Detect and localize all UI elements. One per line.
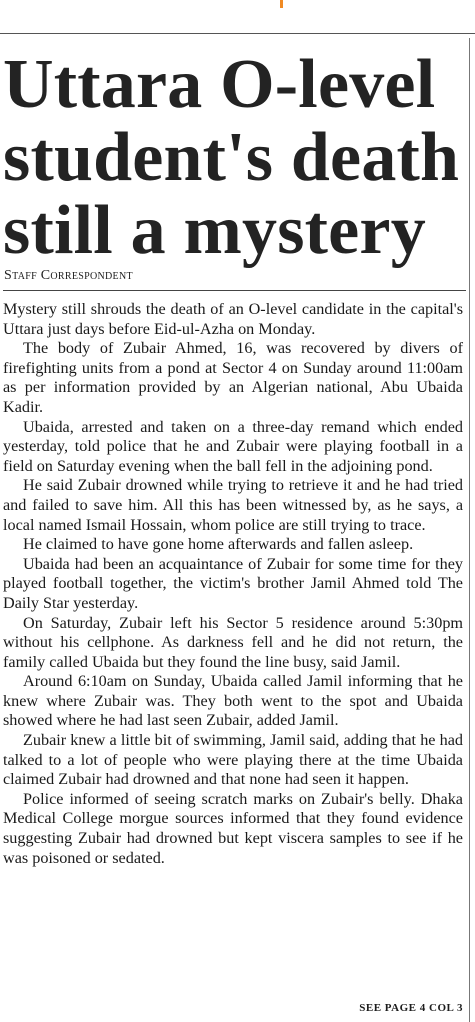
- paragraph: He claimed to have gone home afterwards and fallen asleep.: [23, 535, 414, 554]
- byline-text: Staff Correspondent: [4, 268, 133, 283]
- paragraph: Police informed of seeing scratch marks on Zubair's belly. Dhaka Medical College morgue sources informed that they found evidence suggesting Zubair had drowned but kept viscera samples to see if he was poisoned or sedated.: [3, 789, 463, 867]
- paragraph: Ubaida had been an acquaintance of Zubair for some time for they played football together, the victim's brother Jamil Ahmed told The Daily Star yesterday.: [3, 554, 463, 612]
- paragraph: He said Zubair drowned while trying to retrieve it and he had tried and failed to save him. All this has been witnessed by, as he says, a local named Ismail Hossain, whom police are still trying to trace.: [3, 476, 463, 534]
- paragraph: Mystery still shrouds the death of an O-level candidate in the capital's Uttara just days before Eid-ul-Azha on Monday.: [3, 300, 463, 338]
- paragraph: Around 6:10am on Sunday, Ubaida called Jamil informing that he knew where Zubair was. They both went to the spot and Ubaida showed where he had last seen Zubair, added Jamil.: [3, 672, 463, 730]
- paragraph: Zubair knew a little bit of swimming, Jamil said, adding that he had talked to a lot of people who were playing there at the time Ubaida claimed Zubair had drowned and that none had seen it happen.: [3, 731, 463, 789]
- headline: Uttara O-level student's death still a mystery: [3, 46, 460, 269]
- orange-marker: [280, 0, 283, 8]
- previous-article-strip: [0, 0, 475, 34]
- article-body: [3, 300, 463, 868]
- continuation-reference: SEE PAGE 4 COL 3: [359, 1002, 463, 1014]
- top-divider: [0, 33, 475, 34]
- byline-divider: [3, 290, 466, 291]
- paragraph: The body of Zubair Ahmed, 16, was recovered by divers of firefighting units from a pond at Sector 4 on Sunday around 11:00am as per information provided by an Algerian national, Abu Ubaida Kadir.: [3, 339, 463, 416]
- paragraph: Ubaida, arrested and taken on a three-day remand which ended yesterday, told police that he and Zubair were playing football in a field on Saturday evening when the ball fell in the adjoining pond.: [3, 417, 463, 475]
- paragraph: On Saturday, Zubair left his Sector 5 residence around 5:30pm without his cellphone. As darkness fell and he did not return, the family called Ubaida but they found the line busy, said Jamil.: [3, 613, 463, 671]
- byline: [4, 268, 133, 284]
